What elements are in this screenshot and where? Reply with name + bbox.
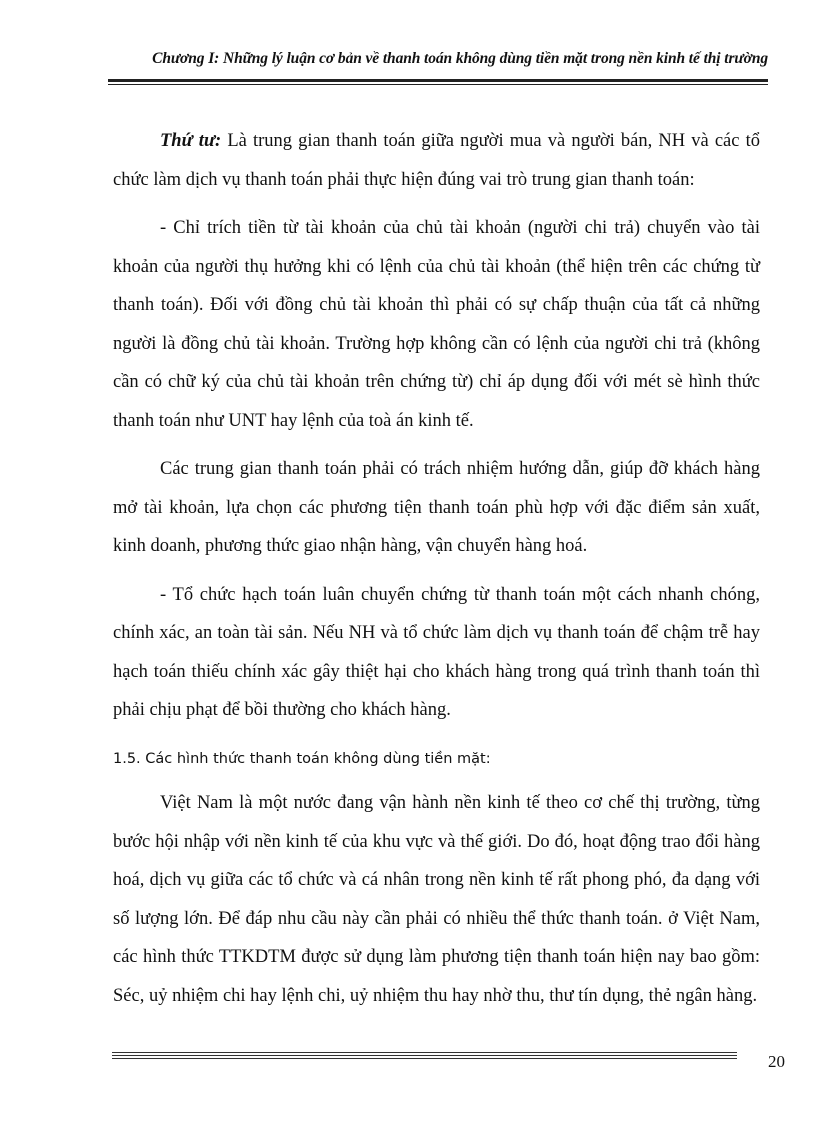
paragraph-text: Là trung gian thanh toán giữa người mua và người bán, NH và các tổ chức làm dịch vụ thanh toán phải thực hiện đúng vai trò trung gian thanh toán: [113, 131, 760, 190]
paragraph-lead: Thứ tư: [160, 131, 222, 151]
header-rule-thin [108, 84, 768, 85]
paragraph-chi-trich-tien: - Chỉ trích tiền từ tài khoản của chủ tài khoản (người chi trả) chuyển vào tài khoản của người thụ hưởng khi có lệnh của chủ tài khoản (thể hiện trên các chứng từ thanh toán). Đối với đồng chủ tài khoản thì phải có sự chấp thuận của tất cả những người là đồng chủ tài khoản. Trường hợp không cần có lệnh của người chi trả (không cần có chữ ký của chủ tài khoản trên chứng từ) chỉ áp dụng đối với mét sè hình thức thanh toán như UNT hay lệnh của toà án kinh tế. [113, 218, 760, 431]
running-header: Chương I: Những lý luận cơ bản về thanh toán không dùng tiền mặt trong nền kinh tế thị trường [152, 50, 768, 67]
footer-rule [112, 1055, 737, 1056]
page-number: 20 [768, 1052, 785, 1071]
section-heading: 1.5. Các hình thức thanh toán không dùng tiền mặt: [113, 750, 491, 767]
footer-rule [112, 1058, 737, 1059]
paragraph-viet-nam: Việt Nam là một nước đang vận hành nền kinh tế theo cơ chế thị trường, từng bước hội nhập với nền kinh tế của khu vực và thế giới. Do đó, hoạt động trao đổi hàng hoá, dịch vụ giữa các tổ chức và cá nhân trong nền kinh tế rất phong phó, đa dạng với số lượng lớn. Để đáp nhu cầu này cần phải có nhiều thể thức thanh toán. ở Việt Nam, các hình thức TTKDTM được sử dụng làm phương tiện thanh toán hiện nay bao gồm: Séc, uỷ nhiệm chi hay lệnh chi, uỷ nhiệm thu hay nhờ thu, thư tín dụng, thẻ ngân hàng. [113, 793, 760, 1006]
paragraph-thu-tu [113, 122, 760, 199]
paragraph-hach-toan: - Tổ chức hạch toán luân chuyển chứng từ thanh toán một cách nhanh chóng, chính xác, an toàn tài sản. Nếu NH và tổ chức làm dịch vụ thanh toán để chậm trễ hay hạch toán thiếu chính xác gây thiệt hại cho khách hàng trong quá trình thanh toán thì phải chịu phạt để bồi thường cho khách hàng. [113, 584, 760, 720]
paragraph-trung-gian: Các trung gian thanh toán phải có trách nhiệm hướng dẫn, giúp đỡ khách hàng mở tài khoản, lựa chọn các phương tiện thanh toán phù hợp với đặc điểm sản xuất, kinh doanh, phương thức giao nhận hàng, vận chuyển hàng hoá. [113, 459, 760, 556]
footer-rule [112, 1052, 737, 1053]
header-rule [108, 79, 768, 82]
body-text [113, 122, 760, 1025]
